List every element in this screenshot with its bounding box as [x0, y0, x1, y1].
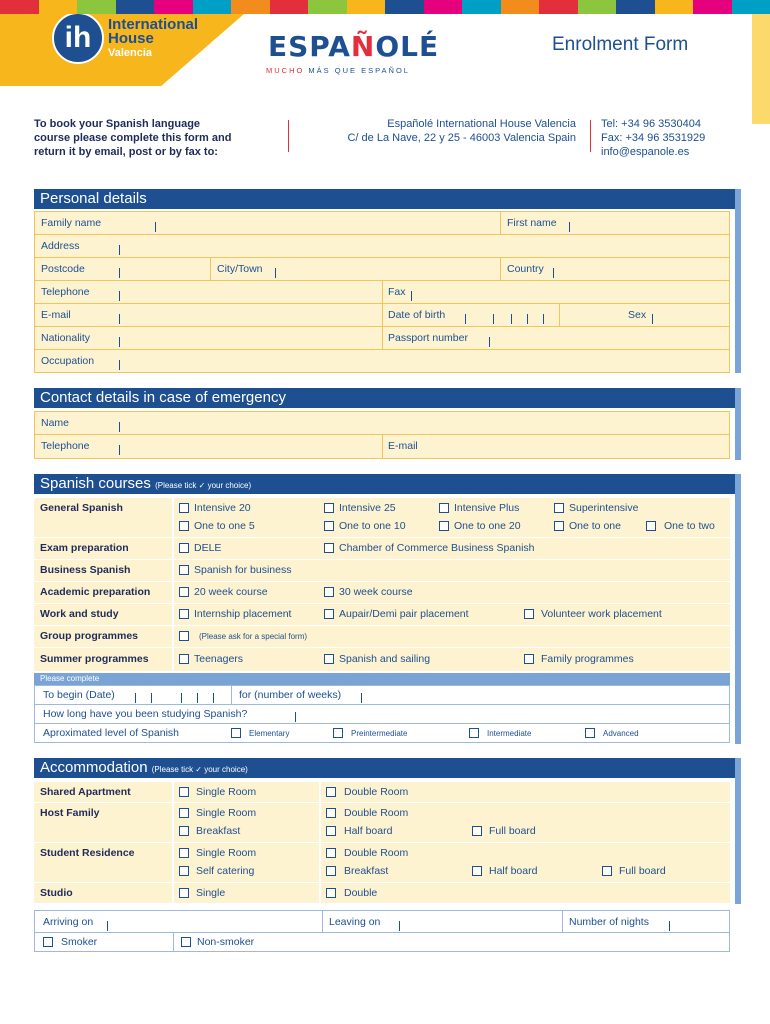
opt-label: Spanish for business [194, 564, 292, 576]
cell-divider [231, 686, 232, 705]
color-stripe [116, 0, 155, 14]
fax-label: Fax [388, 286, 406, 298]
checkbox-one-to-one-5[interactable] [179, 521, 189, 531]
opt-label: Half board [344, 825, 393, 837]
espanole-logo [268, 30, 439, 63]
field-marker [119, 337, 120, 347]
opt-label: Breakfast [196, 825, 241, 837]
opt-label: Full board [619, 865, 666, 877]
tagline-a: MUCHO [266, 66, 305, 75]
color-stripe [693, 0, 732, 14]
smoker-label: Smoker [61, 936, 98, 948]
row-group [34, 626, 730, 648]
opt-label: One to one [569, 520, 621, 532]
row-postcode[interactable] [35, 258, 729, 281]
section-title: Accommodation [40, 759, 148, 776]
school-address [300, 117, 576, 145]
checkbox-host-double[interactable] [326, 808, 336, 818]
cell-divider [562, 911, 563, 933]
date-marker [493, 314, 494, 324]
opt-label: Double [344, 887, 378, 899]
color-stripe [39, 0, 78, 14]
color-stripe [347, 0, 386, 14]
cell-divider [319, 843, 321, 882]
opt-label: 30 week course [339, 586, 413, 598]
date-marker [151, 693, 152, 703]
summer-label: Summer programmes [40, 653, 149, 665]
opt-label: Intensive Plus [454, 502, 520, 514]
row-occupation[interactable] [35, 350, 729, 373]
color-stripe [77, 0, 116, 14]
checkbox-20-week[interactable] [179, 587, 189, 597]
cell-divider [172, 782, 174, 802]
checkbox-superintensive[interactable] [554, 503, 564, 513]
row-telephone[interactable] [35, 281, 729, 304]
cell-divider [172, 498, 174, 537]
color-stripe [732, 0, 770, 14]
checkbox-res-half-board[interactable] [472, 866, 482, 876]
opt-label: Intensive 25 [339, 502, 396, 514]
row-emergency-phone[interactable] [35, 435, 729, 458]
field-marker [553, 268, 554, 278]
checkbox-one-to-one-10[interactable] [324, 521, 334, 531]
color-stripe [539, 0, 578, 14]
cell-divider [172, 883, 174, 903]
howlong-label: How long have you been studying Spanish? [43, 708, 248, 720]
checkbox-one-to-one[interactable] [554, 521, 564, 531]
opt-label: Teenagers [194, 653, 244, 665]
row-email[interactable] [35, 304, 729, 327]
row-family-name[interactable] [35, 212, 729, 235]
color-stripe [616, 0, 655, 14]
cell-divider [382, 281, 383, 304]
business-label: Business Spanish [40, 564, 131, 576]
section-shadow [735, 388, 741, 460]
field-marker [119, 314, 120, 324]
intro-text [34, 117, 231, 159]
date-marker [135, 693, 136, 703]
email-label: E-mail [41, 309, 71, 321]
section-personal-header [34, 189, 735, 209]
emergency-telephone-label: Telephone [41, 440, 90, 452]
level-label: Aproximated level of Spanish [43, 727, 179, 739]
dates-box [34, 910, 730, 952]
cell-divider [210, 258, 211, 281]
contact-email: info@espanole.es [601, 146, 690, 158]
emergency-form [34, 411, 730, 459]
intro-line2: course please complete this form and [34, 132, 232, 144]
address-line2: C/ de La Nave, 22 y 25 - 46003 Valencia Spain [347, 132, 576, 144]
checkbox-one-to-two[interactable] [646, 521, 656, 531]
opt-label: Advanced [603, 729, 639, 738]
cell-divider [172, 648, 174, 671]
checkbox-host-single[interactable] [179, 808, 189, 818]
logo-part-a: ESPA [268, 30, 351, 63]
opt-label: Family programmes [541, 653, 634, 665]
contact-fax: Fax: +34 96 3531929 [601, 132, 706, 144]
field-marker [399, 921, 400, 931]
passport-label: Passport number [388, 332, 468, 344]
section-shadow [735, 189, 741, 373]
color-stripes [0, 0, 770, 14]
opt-label: Internship placement [194, 608, 292, 620]
checkbox-studio-double[interactable] [326, 888, 336, 898]
intro-line3: return it by email, post or by fax to: [34, 146, 218, 158]
opt-label: Single Room [196, 786, 257, 798]
academic-label: Academic preparation [40, 586, 151, 598]
opt-label: One to two [664, 520, 715, 532]
opt-label: Elementary [249, 729, 290, 738]
emergency-name-label: Name [41, 417, 70, 429]
checkbox-30-week[interactable] [324, 587, 334, 597]
checkbox-intensive-25[interactable] [324, 503, 334, 513]
field-marker [119, 445, 120, 455]
sex-label: Sex [628, 309, 647, 321]
decor-corner [752, 14, 770, 124]
checkbox-family-programmes[interactable] [524, 654, 534, 664]
opt-label: Double Room [344, 847, 409, 859]
checkbox-res-double[interactable] [326, 848, 336, 858]
opt-label: Volunteer work placement [541, 608, 662, 620]
telephone-label: Telephone [41, 286, 90, 298]
section-courses-header [34, 474, 735, 494]
divider [288, 120, 289, 152]
opt-label: One to one 5 [194, 520, 255, 532]
cell-divider [382, 304, 383, 327]
opt-label: Spanish and sailing [339, 653, 431, 665]
color-stripe [578, 0, 617, 14]
checkbox-host-half-board[interactable] [326, 826, 336, 836]
postcode-label: Postcode [41, 263, 85, 275]
studio-label: Studio [40, 887, 73, 899]
row-address[interactable] [35, 235, 729, 258]
checkbox-advanced[interactable] [585, 728, 595, 738]
row-shared-apartment [34, 782, 730, 803]
checkbox-preintermediate[interactable] [333, 728, 343, 738]
ih-city: Valencia [108, 47, 153, 59]
date-marker [181, 693, 182, 703]
field-marker [275, 268, 276, 278]
cell-divider [559, 304, 560, 327]
general-spanish-label: General Spanish [40, 502, 123, 514]
checkbox-sailing[interactable] [324, 654, 334, 664]
residence-label: Student Residence [40, 847, 135, 859]
logo-part-b: Ñ [350, 30, 376, 63]
date-marker [543, 314, 544, 324]
cell-divider [172, 538, 174, 559]
checkbox-intensive-20[interactable] [179, 503, 189, 513]
section-accommodation-header [34, 758, 735, 778]
personal-details-form [34, 211, 730, 373]
row-dates[interactable] [35, 911, 729, 933]
checkbox-host-full-board[interactable] [472, 826, 482, 836]
opt-label: Aupair/Demi pair placement [339, 608, 469, 620]
cell-divider [173, 933, 174, 952]
checkbox-res-breakfast[interactable] [326, 866, 336, 876]
field-marker [119, 360, 120, 370]
checkbox-one-to-one-20[interactable] [439, 521, 449, 531]
checkbox-shared-double[interactable] [326, 787, 336, 797]
ih-name-line2: House [108, 30, 154, 47]
cell-divider [319, 803, 321, 842]
cell-divider [172, 560, 174, 581]
address-label: Address [41, 240, 80, 252]
row-business-spanish [34, 560, 730, 582]
checkbox-res-self-catering[interactable] [179, 866, 189, 876]
color-stripe [385, 0, 424, 14]
field-marker [489, 337, 490, 347]
opt-label: One to one 20 [454, 520, 521, 532]
opt-label: Half board [489, 865, 538, 877]
date-marker [527, 314, 528, 324]
checkbox-intermediate[interactable] [469, 728, 479, 738]
row-howlong[interactable] [35, 705, 729, 724]
opt-label: Single [196, 887, 226, 899]
nationality-label: Nationality [41, 332, 91, 344]
cell-divider [172, 843, 174, 882]
row-exam-preparation [34, 538, 730, 560]
row-studio [34, 883, 730, 904]
opt-label: Double Room [344, 807, 409, 819]
address-line1: Españolé International House Valencia [387, 118, 576, 130]
row-emergency-name[interactable] [35, 412, 729, 435]
weeks-label: for (number of weeks) [239, 689, 342, 701]
ih-name-line1: International [108, 16, 199, 33]
divider [590, 120, 591, 152]
color-stripe [424, 0, 463, 14]
checkbox-smoker[interactable] [43, 937, 53, 947]
color-stripe [154, 0, 193, 14]
row-begin[interactable] [35, 686, 729, 705]
date-marker [511, 314, 512, 324]
cell-divider [322, 911, 323, 933]
opt-label: Single Room [196, 847, 257, 859]
cell-divider [382, 435, 383, 458]
contact-tel: Tel: +34 96 3530404 [601, 118, 702, 130]
section-note: (Please tick ✓ your choice) [155, 481, 252, 490]
field-marker [411, 291, 412, 301]
row-general-spanish [34, 498, 730, 538]
arriving-label: Arriving on [43, 916, 94, 928]
field-marker [652, 314, 653, 324]
please-complete-tag [34, 673, 730, 685]
date-marker [213, 693, 214, 703]
nonsmoker-label: Non-smoker [197, 936, 255, 948]
color-stripe [270, 0, 309, 14]
cell-divider [319, 883, 321, 903]
opt-label: 20 week course [194, 586, 268, 598]
row-academic [34, 582, 730, 604]
begin-label: To begin (Date) [43, 689, 115, 701]
cell-divider [172, 803, 174, 842]
opt-label: Full board [489, 825, 536, 837]
host-label: Host Family [40, 807, 100, 819]
first-name-label: First name [507, 217, 557, 229]
opt-label: Intermediate [487, 729, 532, 738]
opt-label: Breakfast [344, 865, 389, 877]
row-work-study [34, 604, 730, 626]
row-summer [34, 648, 730, 672]
opt-label: Single Room [196, 807, 257, 819]
checkbox-non-smoker[interactable] [181, 937, 191, 947]
checkbox-elementary[interactable] [231, 728, 241, 738]
section-title: Personal details [40, 190, 147, 207]
checkbox-spanish-business[interactable] [179, 565, 189, 575]
leaving-label: Leaving on [329, 916, 381, 928]
checkbox-volunteer[interactable] [524, 609, 534, 619]
field-marker [295, 712, 296, 722]
field-marker [119, 422, 120, 432]
section-emergency-header [34, 388, 735, 408]
row-nationality[interactable] [35, 327, 729, 350]
school-contact [601, 117, 705, 159]
section-title: Contact details in case of emergency [40, 389, 286, 406]
cell-divider [319, 782, 321, 802]
shared-label: Shared Apartment [40, 786, 131, 798]
color-stripe [193, 0, 232, 14]
color-stripe [308, 0, 347, 14]
field-marker [569, 222, 570, 232]
section-note: (Please tick ✓ your choice) [151, 765, 248, 774]
checkbox-intensive-plus[interactable] [439, 503, 449, 513]
field-marker [361, 693, 362, 703]
please-complete-label: Please complete [40, 674, 100, 683]
exam-label: Exam preparation [40, 542, 129, 554]
intro-line1: To book your Spanish language [34, 118, 201, 130]
logo-part-c: OLÉ [375, 30, 440, 63]
cell-divider [172, 626, 174, 647]
checkbox-teenagers[interactable] [179, 654, 189, 664]
opt-label: One to one 10 [339, 520, 406, 532]
checkbox-host-breakfast[interactable] [179, 826, 189, 836]
emergency-email-label: E-mail [388, 440, 418, 452]
dob-label: Date of birth [388, 309, 446, 321]
field-marker [155, 222, 156, 232]
checkbox-res-single[interactable] [179, 848, 189, 858]
group-note: (Please ask for a special form) [199, 632, 308, 641]
row-student-residence [34, 843, 730, 883]
course-details-box [34, 685, 730, 743]
opt-label: Chamber of Commerce Business Spanish [339, 542, 535, 554]
date-marker [197, 693, 198, 703]
ih-logo-icon: ih [52, 12, 104, 64]
checkbox-res-full-board[interactable] [602, 866, 612, 876]
checkbox-group[interactable] [179, 631, 189, 641]
color-stripe [0, 0, 39, 14]
section-title: Spanish courses [40, 475, 151, 492]
section-shadow [735, 758, 741, 904]
cell-divider [500, 212, 501, 235]
work-label: Work and study [40, 608, 119, 620]
field-marker [119, 291, 120, 301]
field-marker [669, 921, 670, 931]
section-shadow [735, 474, 741, 744]
checkbox-internship[interactable] [179, 609, 189, 619]
checkbox-aupair[interactable] [324, 609, 334, 619]
page-title: Enrolment Form [552, 34, 689, 55]
tagline-b: MÁS QUE ESPAÑOL [304, 66, 410, 75]
opt-label: Intensive 20 [194, 502, 251, 514]
group-label: Group programmes [40, 630, 139, 642]
row-host-family [34, 803, 730, 843]
checkbox-chamber-commerce[interactable] [324, 543, 334, 553]
color-stripe [501, 0, 540, 14]
ih-logo-text [108, 18, 198, 60]
field-marker [119, 245, 120, 255]
family-name-label: Family name [41, 217, 102, 229]
tagline [266, 66, 410, 75]
checkbox-dele[interactable] [179, 543, 189, 553]
checkbox-shared-single[interactable] [179, 787, 189, 797]
nights-label: Number of nights [569, 916, 649, 928]
color-stripe [462, 0, 501, 14]
opt-label: Superintensive [569, 502, 639, 514]
row-level [35, 724, 729, 743]
row-smoker [35, 933, 729, 952]
occupation-label: Occupation [41, 355, 95, 367]
opt-label: Preintermediate [351, 729, 408, 738]
opt-label: DELE [194, 542, 222, 554]
cell-divider [500, 258, 501, 281]
color-stripe [231, 0, 270, 14]
cell-divider [172, 604, 174, 625]
field-marker [119, 268, 120, 278]
city-label: City/Town [217, 263, 263, 275]
cell-divider [172, 582, 174, 603]
opt-label: Self catering [196, 865, 255, 877]
country-label: Country [507, 263, 544, 275]
date-marker [465, 314, 466, 324]
opt-label: Double Room [344, 786, 409, 798]
cell-divider [382, 327, 383, 350]
field-marker [107, 921, 108, 931]
color-stripe [655, 0, 694, 14]
checkbox-studio-single[interactable] [179, 888, 189, 898]
